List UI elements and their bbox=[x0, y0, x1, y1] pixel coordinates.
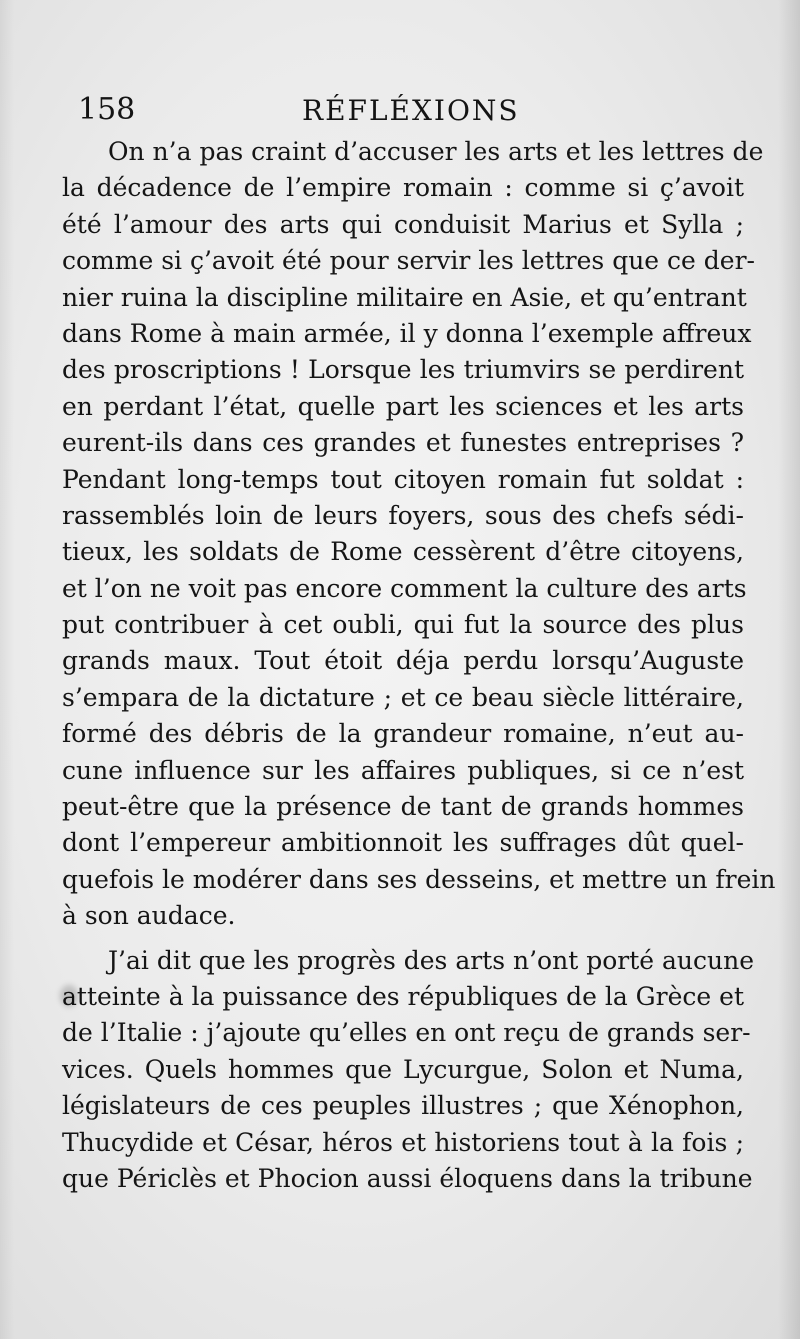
body-text bbox=[62, 134, 776, 1197]
text-line: Thucydide et César, héros et historiens tout à la fois ; bbox=[62, 1127, 744, 1157]
page-right-shadow bbox=[778, 0, 800, 1339]
text-line: que Périclès et Phocion aussi éloquens dans la tribune bbox=[62, 1163, 753, 1193]
text-line: J’ai dit que les progrès des arts n’ont porté aucune bbox=[108, 945, 754, 975]
text-line: quefois le modérer dans ses desseins, et mettre un frein bbox=[62, 864, 776, 894]
text-line: rassemblés loin de leurs foyers, sous des chefs sédi- bbox=[62, 500, 744, 530]
text-line: des proscriptions ! Lorsque les triumvirs se perdirent bbox=[62, 355, 744, 385]
paragraph-2 bbox=[62, 943, 754, 1198]
text-line: et l’on ne voit pas encore comment la culture des arts bbox=[62, 573, 747, 603]
text-line: tieux, les soldats de Rome cessèrent d’être citoyens, bbox=[62, 537, 744, 567]
text-line: législateurs de ces peuples illustres ; que Xénophon, bbox=[62, 1091, 744, 1121]
text-line: été l’amour des arts qui conduisit Marius et Sylla ; bbox=[62, 209, 744, 239]
text-line: vices. Quels hommes que Lycurgue, Solon et Numa, bbox=[62, 1054, 744, 1084]
text-line: nier ruina la discipline militaire en Asie, et qu’entrant bbox=[62, 282, 747, 312]
text-line: On n’a pas craint d’accuser les arts et les lettres de bbox=[108, 137, 764, 166]
text-line: put contribuer à cet oubli, qui fut la source des plus bbox=[62, 610, 744, 640]
text-line: grands maux. Tout étoit déja perdu lorsqu’Auguste bbox=[62, 646, 744, 676]
text-line: Pendant long-temps tout citoyen romain fut soldat : bbox=[62, 464, 744, 494]
text-line: en perdant l’état, quelle part les sciences et les arts bbox=[62, 391, 744, 421]
text-line: comme si ç’avoit été pour servir les lettres que ce der- bbox=[62, 246, 755, 276]
text-line: la décadence de l’empire romain : comme si ç’avoit bbox=[62, 173, 744, 203]
page-left-shadow bbox=[0, 0, 14, 1339]
page-header bbox=[78, 92, 538, 136]
text-line: peut-être que la présence de tant de grands hommes bbox=[62, 792, 744, 822]
text-line: à son audace. bbox=[62, 901, 236, 931]
paragraph-gap bbox=[62, 935, 744, 943]
ink-smudge bbox=[60, 985, 78, 1007]
text-line: de l’Italie : j’ajoute qu’elles en ont reçu de grands ser- bbox=[62, 1018, 751, 1048]
page-number: 158 bbox=[78, 92, 136, 127]
text-line: formé des débris de la grandeur romaine, n’eut au- bbox=[62, 719, 744, 749]
paragraph-1 bbox=[62, 134, 776, 935]
text-line: s’empara de la dictature ; et ce beau siècle littéraire, bbox=[62, 682, 744, 712]
running-head: RÉFLÉXIONS bbox=[302, 94, 520, 127]
text-line: cune influence sur les affaires publiques, si ce n’est bbox=[62, 755, 744, 785]
text-line: dans Rome à main armée, il y donna l’exemple affreux bbox=[62, 318, 752, 348]
text-line: eurent-ils dans ces grandes et funestes entreprises ? bbox=[62, 428, 744, 458]
text-line: dont l’empereur ambitionnoit les suffrages dût quel- bbox=[62, 828, 744, 858]
text-line: atteinte à la puissance des républiques de la Grèce et bbox=[62, 981, 744, 1011]
